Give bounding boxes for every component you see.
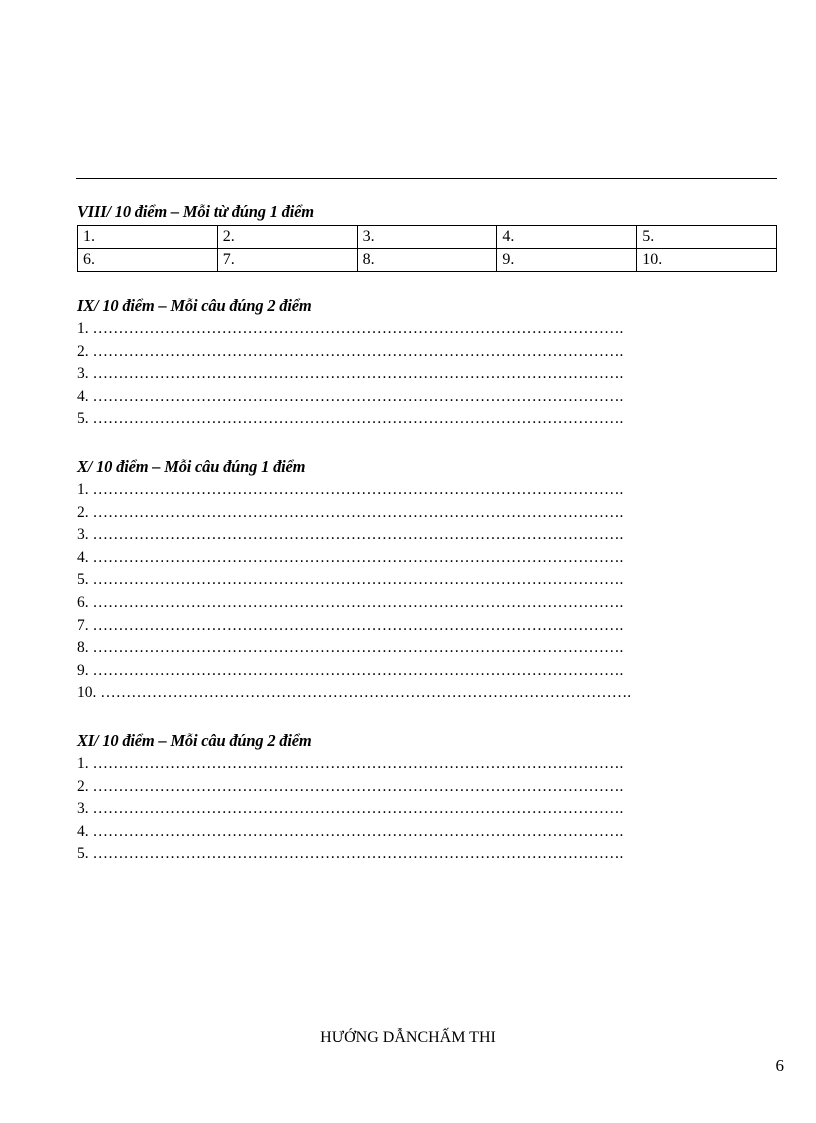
answer-line[interactable]: 8. …………………………………………………………………………………………. [77,639,624,657]
answer-line[interactable]: 1. …………………………………………………………………………………………. [77,481,624,498]
section-xi-title: XI/ 10 điểm – Mỗi câu đúng 2 điểm [77,731,312,750]
answer-line[interactable]: 4. …………………………………………………………………………………………. [77,822,624,840]
answer-cell[interactable]: 10. [637,249,777,272]
answer-cell[interactable]: 8. [357,249,497,272]
answer-line[interactable]: 1. …………………………………………………………………………………………. [77,320,624,337]
section-viii-title: VIII/ 10 điểm – Mỗi từ đúng 1 điểm [77,202,314,221]
answer-line[interactable]: 3. …………………………………………………………………………………………. [77,526,624,544]
answer-line[interactable]: 9. …………………………………………………………………………………………. [77,661,624,679]
answer-cell[interactable]: 1. [78,226,218,249]
answer-cell[interactable]: 6. [78,249,218,272]
answer-cell[interactable]: 7. [217,249,357,272]
answer-line[interactable]: 5. …………………………………………………………………………………………. [77,845,624,863]
section-viii-answer-grid [77,225,777,272]
table-row [78,226,777,249]
answer-line[interactable]: 2. …………………………………………………………………………………………. [77,777,624,795]
answer-line[interactable]: 2. …………………………………………………………………………………………. [77,342,624,360]
section-xi-answer-lines [77,753,777,866]
answer-cell[interactable]: 9. [497,249,637,272]
answer-line[interactable]: 1. …………………………………………………………………………………………. [77,755,624,772]
section-x-answer-lines [77,479,777,705]
answer-line[interactable]: 3. …………………………………………………………………………………………. [77,800,624,818]
answer-line[interactable]: 7. …………………………………………………………………………………………. [77,616,624,634]
answer-cell[interactable]: 3. [357,226,497,249]
section-x-title: X/ 10 điểm – Mỗi câu đúng 1 điểm [77,457,306,476]
section-ix-title: IX/ 10 điểm – Mỗi câu đúng 2 điểm [77,296,312,315]
answer-cell[interactable]: 5. [637,226,777,249]
answer-line[interactable]: 5. …………………………………………………………………………………………. [77,410,624,428]
answer-line[interactable]: 3. …………………………………………………………………………………………. [77,365,624,383]
answer-line[interactable]: 4. …………………………………………………………………………………………. [77,387,624,405]
answer-line[interactable]: 10. …………………………………………………………………………………………. [77,684,632,702]
top-divider [76,178,777,179]
answer-cell[interactable]: 2. [217,226,357,249]
grading-guide-title: HƯỚNG DẪNCHẤM THI [320,1029,496,1046]
answer-line[interactable]: 5. …………………………………………………………………………………………. [77,571,624,589]
answer-line[interactable]: 6. …………………………………………………………………………………………. [77,593,624,611]
answer-line[interactable]: 4. …………………………………………………………………………………………. [77,548,624,566]
answer-cell[interactable]: 4. [497,226,637,249]
answer-line[interactable]: 2. …………………………………………………………………………………………. [77,503,624,521]
page-number: 6 [775,1056,784,1075]
table-row [78,249,777,272]
section-ix-answer-lines [77,318,777,431]
